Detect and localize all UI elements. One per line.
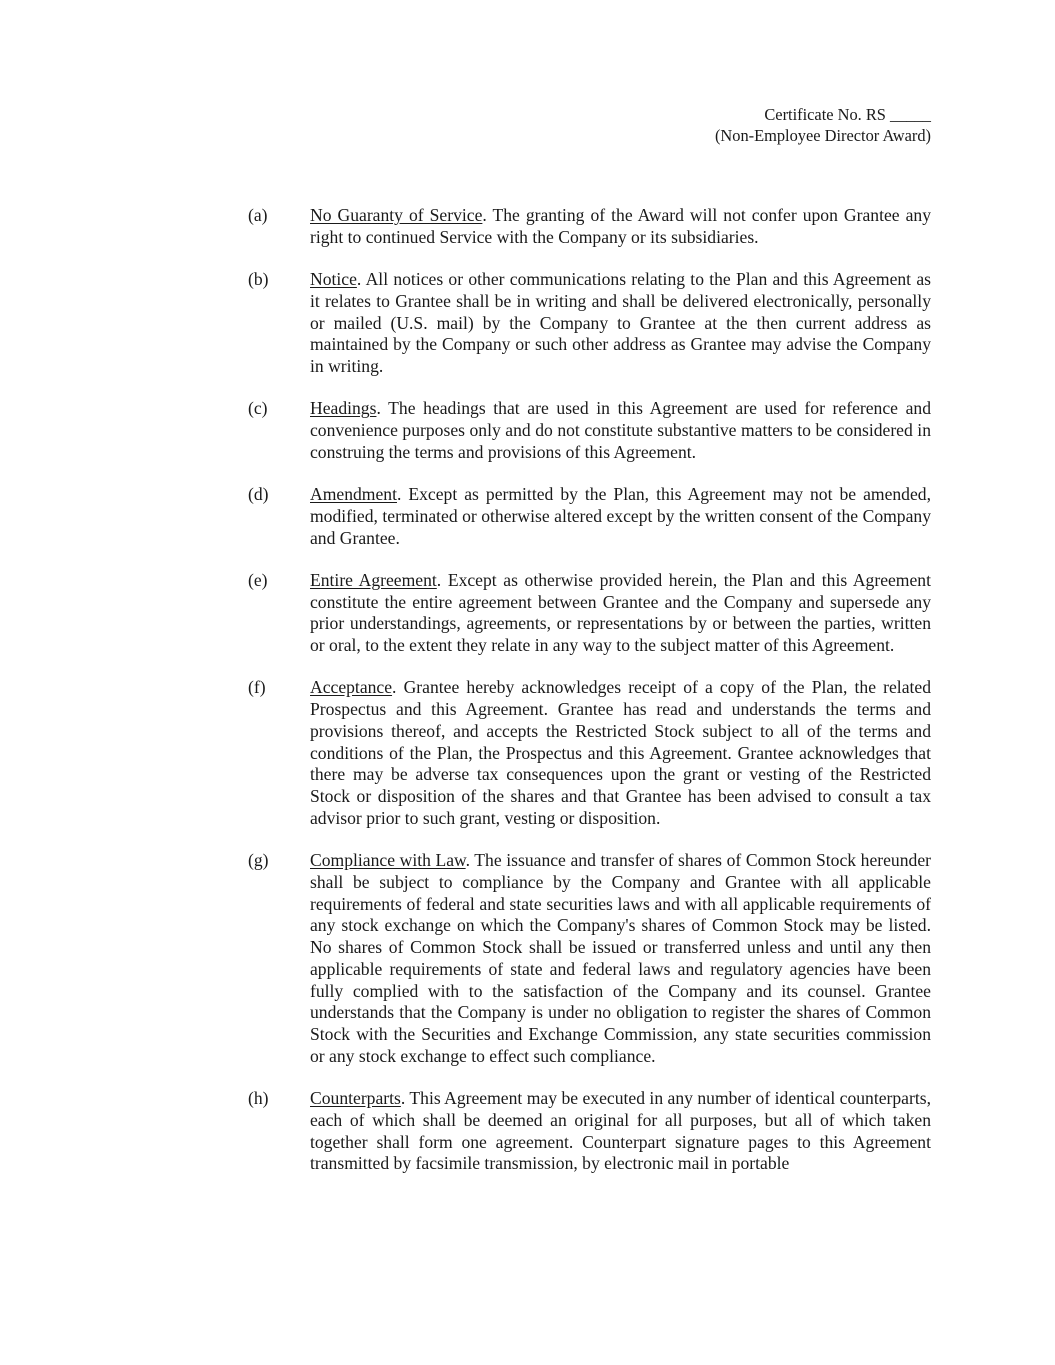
clause-text <box>310 570 931 657</box>
clause-a <box>248 205 931 249</box>
clause-body: . Except as permitted by the Plan, this Agreement may not be amended, modified, terminated or otherwise altered except by the written consent of the Company and Grantee. <box>310 484 931 548</box>
clause-text <box>310 484 931 549</box>
clause-heading: Compliance with Law <box>310 850 466 870</box>
clause-text <box>310 677 931 829</box>
clause-f <box>248 677 931 829</box>
clause-text <box>310 1088 931 1175</box>
clause-heading: Entire Agreement <box>310 569 437 590</box>
clause-body: . Except as otherwise provided herein, the Plan and this Agreement constitute the entire agreement between Grantee and the Company and supersede any prior understandings, agreements, or representations by or between the parties, written or oral, to the extent they relate in any way to the subject matter of this Agreement. <box>310 569 931 655</box>
clause-heading: No Guaranty of Service <box>310 205 483 225</box>
award-type: (Non-Employee Director Award) <box>714 126 931 145</box>
clause-body: . All notices or other communications relating to the Plan and this Agreement as it relates to Grantee shall be in writing and shall be delivered electronically, personally or mailed (U.S. mail) by the Company to Grantee at the then current address as maintained by the Company or such other address as Grantee may advise the Company in writing. <box>310 269 931 376</box>
clause-text <box>310 850 931 1068</box>
certificate-number: Certificate No. RS _____ <box>764 105 931 124</box>
clause-body: . The issuance and transfer of shares of Common Stock hereunder shall be subject to compliance by the Company and Grantee with all applicable requirements of federal and state securities laws and with all applicable requirements of any stock exchange on which the Company's shares of Common Stock may be listed. No shares of Common Stock shall be issued or transferred unless and until any then applicable requirements of state and federal laws and regulatory agencies have been fully complied with to the satisfaction of the Company and its counsel. Grantee understands that the Company is under no obligation to register the shares of Common Stock with the Securities and Exchange Commission, any state securities commission or any stock exchange to effect such compliance. <box>310 850 931 1066</box>
clause-letter: (b) <box>248 269 269 289</box>
clause-letter: (e) <box>248 569 268 590</box>
clause-text <box>310 205 931 249</box>
clause-body: . Grantee hereby acknowledges receipt of a copy of the Plan, the related Prospectus and this Agreement. Grantee has read and understands the terms and provisions thereof, and accepts the Restricted Stock subject to all of the terms and conditions of the Plan, the Prospectus and this Agreement. Grantee acknowledges that there may be adverse tax consequences upon the grant or vesting of the Restricted Stock or disposition of the shares and that Grantee has been advised to consult a tax advisor prior to such grant, vesting or disposition. <box>310 677 931 828</box>
clause-heading: Notice <box>310 269 357 289</box>
clause-d <box>248 484 931 549</box>
clause-b <box>248 269 931 378</box>
clause-text <box>310 269 931 378</box>
clause-text <box>310 398 931 463</box>
clause-letter: (g) <box>248 850 269 870</box>
clause-body: . The granting of the Award will not confer upon Grantee any right to continued Service with the Company or its subsidiaries. <box>310 205 931 247</box>
clause-g <box>248 850 931 1068</box>
clause-c <box>248 398 931 463</box>
clause-letter: (d) <box>248 484 269 504</box>
clause-letter: (f) <box>248 677 266 698</box>
agreement-body <box>248 205 931 1196</box>
clause-body: . This Agreement may be executed in any number of identical counterparts, each of which shall be deemed an original for all purposes, but all of which taken together shall form one agreement. Counterpart signature pages to this Agreement transmitted by facsimile transmission, by electronic mail in portable <box>310 1088 931 1174</box>
clause-body: . The headings that are used in this Agreement are used for reference and convenience purposes only and do not constitute substantive matters to be considered in construing the terms and provisions of this Agreement. <box>310 398 931 462</box>
clause-heading: Amendment <box>310 484 397 504</box>
clause-letter: (a) <box>248 205 268 225</box>
clause-heading: Counterparts <box>310 1088 401 1108</box>
clause-e <box>248 570 931 657</box>
clause-heading: Headings <box>310 398 377 419</box>
clause-h <box>248 1088 931 1175</box>
clause-heading: Acceptance <box>310 677 393 698</box>
clause-letter: (c) <box>248 398 268 419</box>
clause-letter: (h) <box>248 1088 269 1108</box>
page-header <box>715 104 931 146</box>
